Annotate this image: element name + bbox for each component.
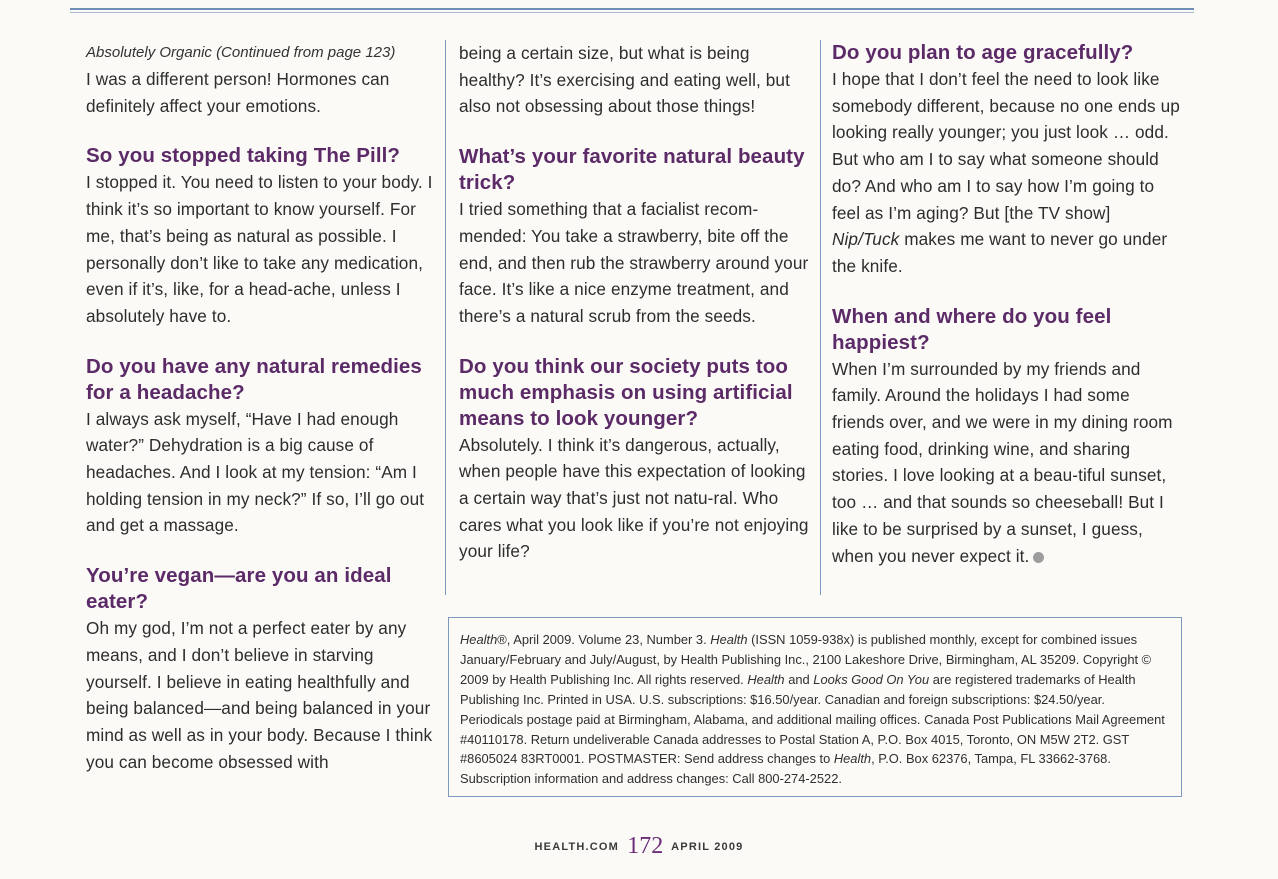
info-trademark: Looks Good On You xyxy=(813,671,930,687)
top-rule-thin xyxy=(70,12,1194,13)
answer-vegan-continued: being a certain size, but what is being healthy? It’s exercising and eating well, but also not obsessing about those things! xyxy=(459,43,790,117)
answer-happiest xyxy=(832,356,1182,570)
footer-date: APRIL 2009 xyxy=(671,841,744,853)
heading-pill: So you stopped taking The Pill? xyxy=(86,144,401,168)
answer-pill: I stopped it. You need to listen to your body. I think it’s so important to know yourself. For me, that’s being as natural as possible. I personally don’t like to take any medication, even if it’s, like, for a head-ache, unless I absolutely have to. xyxy=(86,172,433,326)
info-text-6: and xyxy=(784,671,814,687)
publication-info-text xyxy=(460,630,1171,789)
answer-vegan: Oh my god, I’m not a perfect eater by any means, and I don’t believe in starving yourself. I believe in eating healthfully and being balanced—and being balanced in your mind as well as in your body. Because I think you can become obsessed with xyxy=(86,618,433,772)
info-text-8: are registered trademarks of Health Publishing Inc. Printed in USA. U.S. subscriptions: $16.50/year. Canadian and foreign subscriptions: $24.50/year. Periodicals postage paid at Birmingham, Alabama, and additional mailing offices. Canada Post Publications Mail Agreement #40110178. Return undeliverable Canada addresses to Postal Station A, P.O. Box 4015, Toronto, ON M5W 2T2. GST #8605024 83RT0001. POSTMASTER: Send address changes to xyxy=(460,671,1165,767)
heading-age-gracefully: Do you plan to age gracefully? xyxy=(832,41,1134,64)
answer-beauty-trick: I tried something that a facialist recom-mended: You take a strawberry, bite off the end, and then rub the strawberry around your face. It’s like a nice enzyme treatment, and there’s a natural scrub from the seeds. xyxy=(459,199,809,326)
heading-headache: Do you have any natural remedies for a headache? xyxy=(86,354,422,404)
end-mark-dot-icon xyxy=(1033,552,1044,563)
top-rule xyxy=(70,8,1194,10)
publication-info-box xyxy=(448,617,1182,797)
answer-age-gracefully xyxy=(832,66,1182,280)
heading-happiest: When and where do you feel happiest? xyxy=(832,304,1112,354)
info-health-3: Health xyxy=(747,671,785,687)
answer-age-text-b: makes me want to never go under the knife. xyxy=(832,229,1168,276)
answer-society: Absolutely. I think it’s dangerous, actually, when people have this expectation of looking a certain way that’s just not natu-ral. Who cares what you look like if you’re not enjoying your life? xyxy=(459,434,809,562)
info-health-4: Health xyxy=(833,751,872,767)
column-3 xyxy=(832,40,1182,569)
info-text-10: , P.O. Box 62376, Tampa, FL 33662-3768. Subscription information and address changes: Call 800-274-2522. xyxy=(460,751,1111,787)
answer-headache: I always ask myself, “Have I had enough water?” Dehydration is a big cause of headaches. And I look at my tension: “Am I holding tension in my neck?” If so, I’ll go out and get a massage. xyxy=(86,408,425,536)
answer-happiest-text: When I’m surrounded by my friends and family. Around the holidays I had some friends over, and we were in my dining room eating food, drinking wine, and sharing stories. I love looking at a beau-tiful sunset, too … and that sounds so cheeseball! But I like to be surprised by a sunset, I guess, when you never expect it. xyxy=(832,358,1173,566)
heading-vegan: You’re vegan—are you an ideal eater? xyxy=(86,564,392,614)
page-number: 172 xyxy=(627,833,664,859)
info-health-1: Health xyxy=(460,632,498,647)
show-title: Nip/Tuck xyxy=(832,229,900,250)
continued-label: Absolutely Organic (Continued from page 123) xyxy=(86,44,396,61)
heading-beauty-trick: What’s your favorite natural beauty trick? xyxy=(459,145,805,195)
footer-site: HEALTH.COM xyxy=(534,841,620,853)
column-1 xyxy=(86,40,436,775)
page-footer xyxy=(0,833,1278,860)
column-2 xyxy=(459,40,811,565)
answer-age-text-a: I hope that I don’t feel the need to look like somebody different, because no one ends up looking really younger; you just look … odd. But who am I to say what someone should do? And who am I to say how I’m going to feel as I’m aging? But [the TV show] xyxy=(832,69,1180,223)
info-text-4: (ISSN 1059-938x) is published monthly, except for combined issues January/February and July/August, by Health Publishing Inc., 2100 Lakeshore Drive, Birmingham, AL 35209. Copyright © 2009 by Health Publishing Inc. All rights reserved. xyxy=(460,632,1152,687)
heading-society: Do you think our society puts too much emphasis on using artificial means to look younger? xyxy=(459,354,793,430)
info-text-2: ®, April 2009. Volume 23, Number 3. xyxy=(497,632,711,647)
intro-paragraph: I was a different person! Hormones can definitely affect your emotions. xyxy=(86,69,390,116)
info-health-2: Health xyxy=(710,632,748,647)
column-divider-2 xyxy=(820,40,821,595)
column-divider-1 xyxy=(445,40,446,595)
